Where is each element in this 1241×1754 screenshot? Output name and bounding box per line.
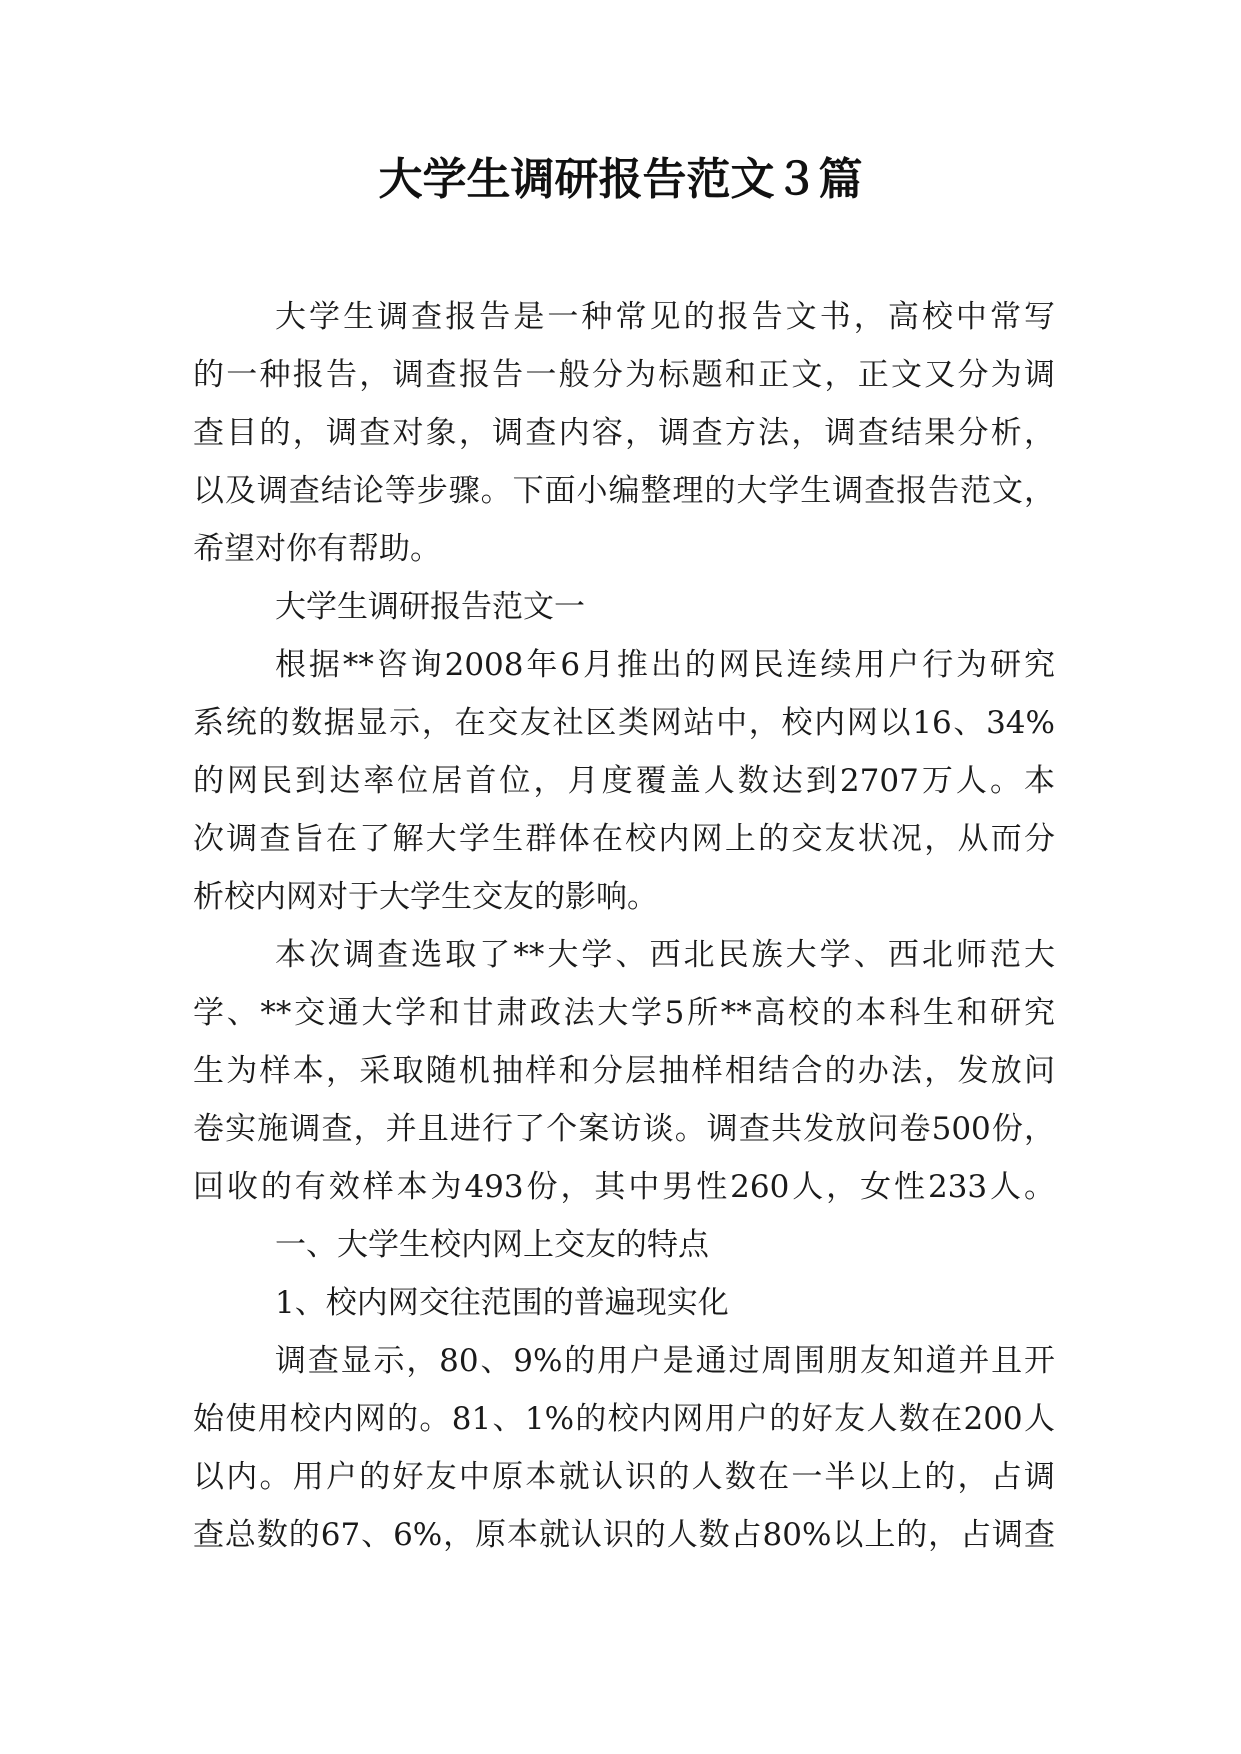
paragraph-line: 的网民到达率位居首位，月度覆盖人数达到2707万人。本 <box>193 763 1055 799</box>
paragraph-line: 查总数的67、6%，原本就认识的人数占80%以上的，占调查 <box>193 1517 1055 1553</box>
paragraph-line: 生为样本，采取随机抽样和分层抽样相结合的办法，发放问 <box>193 1053 1055 1089</box>
paragraph-line: 的一种报告，调查报告一般分为标题和正文，正文又分为调 <box>193 357 1055 393</box>
paragraph-line: 大学生调查报告是一种常见的报告文书，高校中常写 <box>275 299 1055 335</box>
paragraph-line: 希望对你有帮助。 <box>193 531 441 567</box>
paragraph-line: 以内。用户的好友中原本就认识的人数在一半以上的，占调 <box>193 1459 1055 1495</box>
paragraph-line: 析校内网对于大学生交友的影响。 <box>193 879 658 915</box>
paragraph-line: 查目的，调查对象，调查内容，调查方法，调查结果分析， <box>193 415 1055 451</box>
section-heading: 一、大学生校内网上交友的特点 <box>275 1227 709 1263</box>
paragraph-line: 本次调查选取了**大学、西北民族大学、西北师范大 <box>275 937 1055 973</box>
subsection-heading: 1、校内网交往范围的普遍现实化 <box>275 1285 729 1321</box>
paragraph-line: 以及调查结论等步骤。下面小编整理的大学生调查报告范文， <box>193 473 1055 509</box>
paragraph-line: 调查显示，80、9%的用户是通过周围朋友知道并且开 <box>275 1343 1055 1379</box>
paragraph-line: 根据**咨询2008年6月推出的网民连续用户行为研究 <box>275 647 1055 683</box>
paragraph-line: 始使用校内网的。81、1%的校内网用户的好友人数在200人 <box>193 1401 1055 1437</box>
paragraph-line: 次调查旨在了解大学生群体在校内网上的交友状况，从而分 <box>193 821 1055 857</box>
paragraph-line: 学、**交通大学和甘肃政法大学5所**高校的本科生和研究 <box>193 995 1055 1031</box>
paragraph-line: 回收的有效样本为493份，其中男性260人，女性233人。 <box>193 1169 1055 1205</box>
paragraph-line: 卷实施调查，并且进行了个案访谈。调查共发放问卷500份， <box>193 1111 1055 1147</box>
section-heading: 大学生调研报告范文一 <box>275 589 585 625</box>
document-title: 大学生调研报告范文３篇 <box>378 154 863 205</box>
paragraph-line: 系统的数据显示，在交友社区类网站中，校内网以16、34% <box>193 705 1055 741</box>
